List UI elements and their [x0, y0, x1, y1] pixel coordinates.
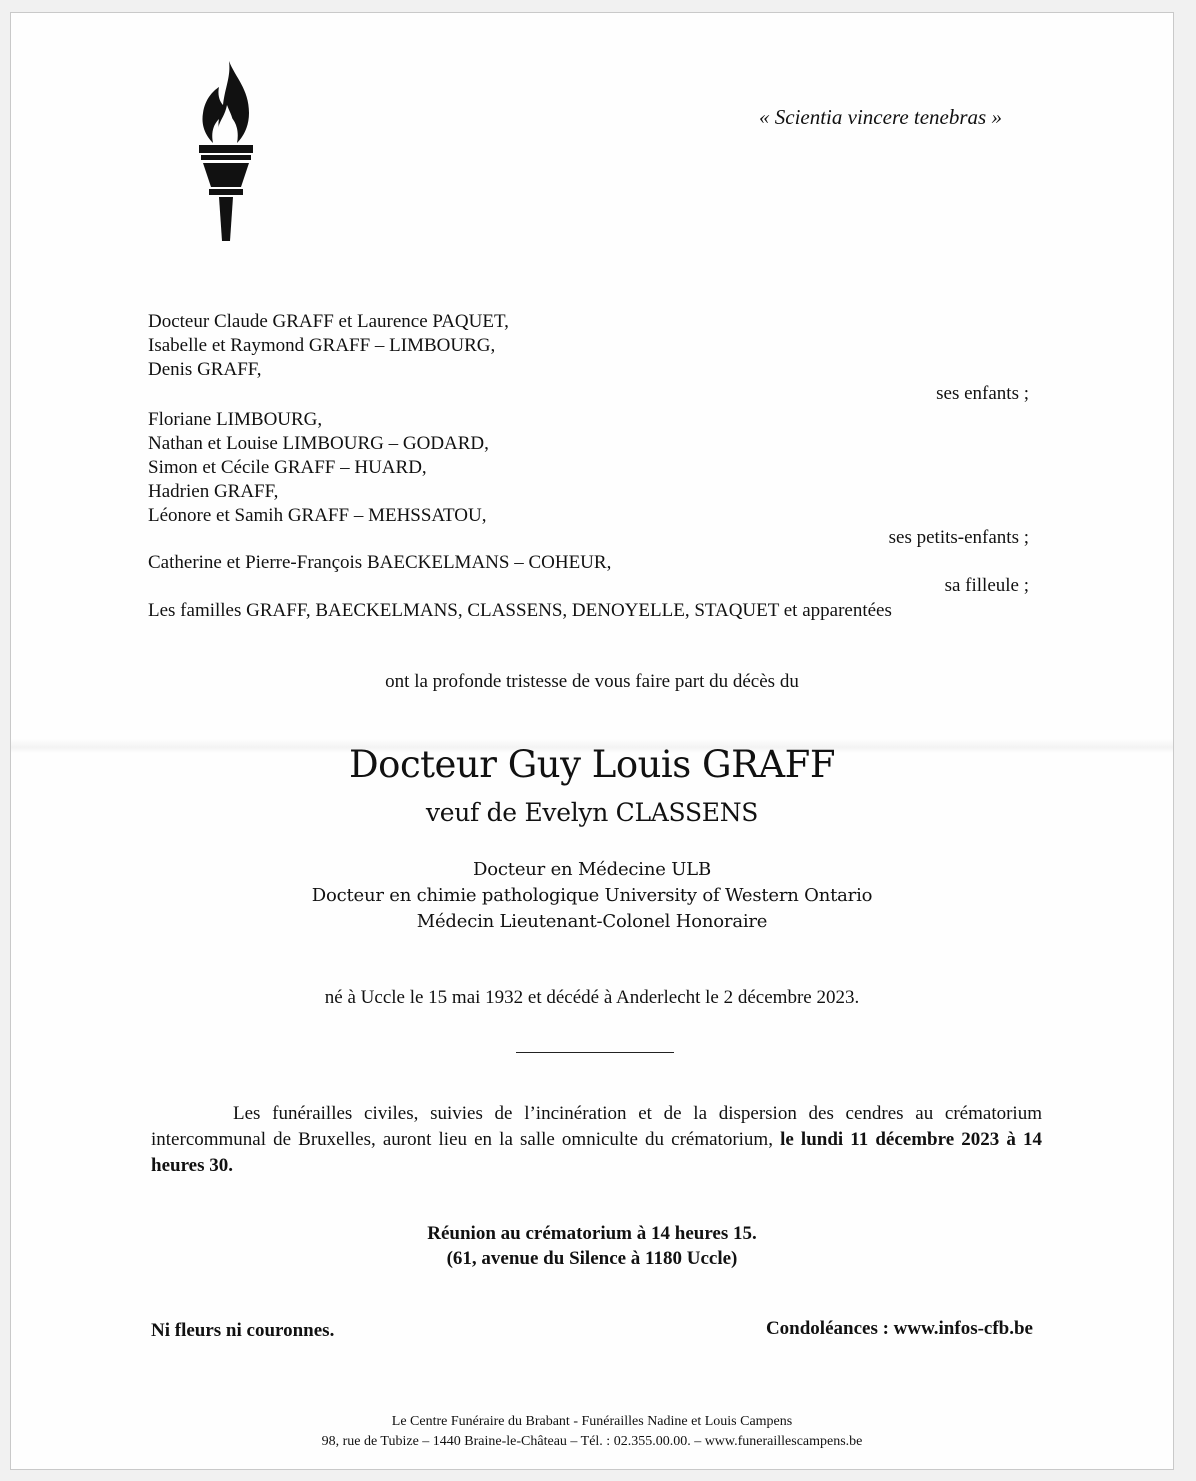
families-line: Les familles GRAFF, BAECKELMANS, CLASSENS, DENOYELLE, STAQUET et apparentées: [148, 600, 892, 621]
torch-icon: [191, 57, 261, 243]
deceased-title: Médecin Lieutenant-Colonel Honoraire: [416, 911, 768, 932]
obituary-card: [10, 12, 1174, 1470]
deceased-name: Docteur Guy Louis GRAFF: [349, 743, 835, 786]
child-line: Denis GRAFF,: [148, 359, 262, 380]
deceased-title: Docteur en chimie pathologique University of Western Ontario: [311, 885, 873, 906]
meeting-time: Réunion au crématorium à 14 heures 15.: [427, 1223, 757, 1244]
funeral-datetime: le lundi 11 décembre 2023 à 14 heures 30.: [151, 1129, 1042, 1176]
birth-death-dates: né à Uccle le 15 mai 1932 et décédé à Anderlecht le 2 décembre 2023.: [324, 987, 860, 1008]
children-role-label: ses enfants ;: [936, 383, 1029, 404]
grandchildren-role-label: ses petits-enfants ;: [888, 527, 1029, 548]
goddaughter-role-label: sa filleule ;: [944, 575, 1029, 596]
announcement-intro: ont la profonde tristesse de vous faire part du décès du: [385, 671, 799, 692]
grandchild-line: Nathan et Louise LIMBOURG – GODARD,: [148, 433, 489, 454]
grandchild-line: Hadrien GRAFF,: [148, 481, 279, 502]
separator-line: [516, 1052, 674, 1053]
funeral-text: Les funérailles civiles, suivies de l’incinération et de la dispersion des cendres au crématorium intercommunal de Bruxelles, auront lieu en la salle omniculte du crématorium,: [151, 1103, 1042, 1150]
funeral-home-name: Le Centre Funéraire du Brabant - Funérailles Nadine et Louis Campens: [391, 1414, 793, 1429]
deceased-title: Docteur en Médecine ULB: [473, 859, 711, 880]
grandchild-line: Simon et Cécile GRAFF – HUARD,: [148, 457, 427, 478]
condolences-link[interactable]: Condoléances : www.infos-cfb.be: [765, 1318, 1033, 1339]
no-flowers-note: Ni fleurs ni couronnes.: [151, 1320, 335, 1341]
goddaughter-line: Catherine et Pierre-François BAECKELMANS – COHEUR,: [148, 552, 612, 573]
funeral-paragraph: [151, 1101, 1042, 1179]
child-line: Docteur Claude GRAFF et Laurence PAQUET,: [148, 311, 509, 332]
meeting-address: (61, avenue du Silence à 1180 Uccle): [446, 1248, 738, 1269]
widower-of: veuf de Evelyn CLASSENS: [425, 798, 759, 827]
grandchild-line: Floriane LIMBOURG,: [148, 409, 323, 430]
child-line: Isabelle et Raymond GRAFF – LIMBOURG,: [148, 335, 496, 356]
funeral-home-contact: 98, rue de Tubize – 1440 Braine-le-Château – Tél. : 02.355.00.00. – www.funeraillescampens.be: [321, 1434, 863, 1449]
motto: « Scientia vincere tenebras »: [759, 105, 1002, 129]
grandchild-line: Léonore et Samih GRAFF – MEHSSATOU,: [148, 505, 487, 526]
